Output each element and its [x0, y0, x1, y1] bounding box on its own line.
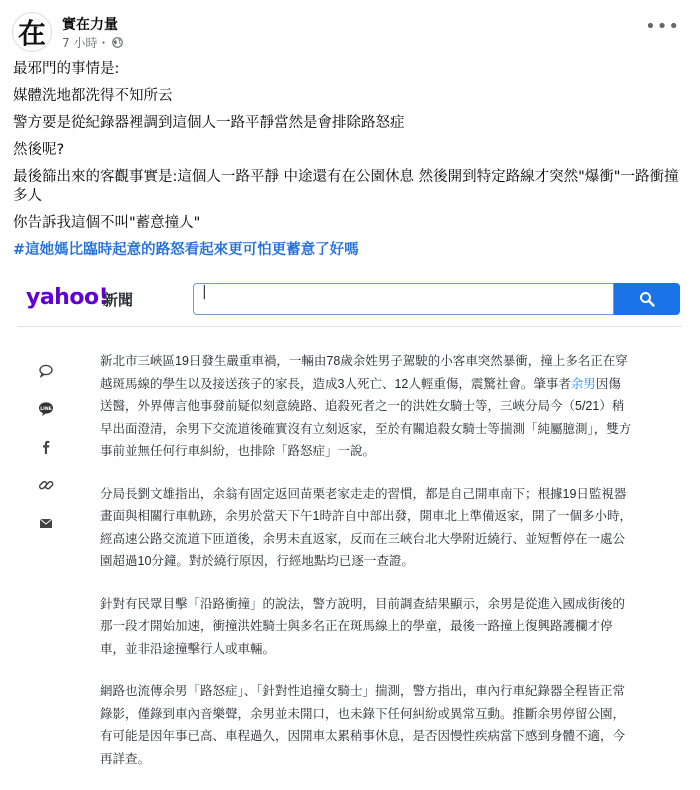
article-link[interactable]: 余男 — [570, 376, 596, 391]
post-line: 最後篩出來的客觀事實是:這個人一路平靜 中途還有在公園休息 然後開到特定路線才突然"爆衝"一路衝撞多人 — [13, 169, 679, 204]
search-icon — [639, 291, 655, 307]
post-image[interactable] — [0, 273, 700, 766]
post-time[interactable]: 7 小時・ — [62, 36, 110, 50]
globe-icon — [112, 37, 123, 48]
article-paragraph: 網路也流傳余男「路怒症」、「針對性追撞女騎士」揣測，警方指出，車內行車紀錄器全程皆正常錄影，僅錄到車內音樂聲，余男並未開口，也未錄下任何糾紛或異常互動。推斷余男停留公園，有可能是因年事已高、車程過久，因開車太累稍事休息，是否因慢性疾病當下感到身體不適，今再詳查。 — [100, 684, 626, 766]
line-icon[interactable] — [36, 399, 56, 419]
share-rail — [36, 361, 58, 551]
yahoo-header — [0, 273, 700, 325]
post-body — [13, 60, 688, 268]
post-line: 警方要是從紀錄器裡調到這個人一路平靜當然是會排除路怒症 — [13, 115, 405, 131]
article-text: 新北市三峽區19日發生嚴重車禍，一輛由78歲余姓男子駕駛的小客車突然暴衝，撞上多名正在穿越斑馬線的學生以及接送孩子的家長，造成3人死亡、12人輕重傷，震驚社會。肇事者 — [100, 354, 628, 391]
svg-text:LINE: LINE — [40, 407, 52, 412]
yahoo-logo: yahoo! — [26, 285, 109, 310]
article-paragraph — [100, 350, 632, 463]
post-line: 你告訴我這個不叫"蓄意撞人" — [13, 215, 201, 231]
article-paragraph: 針對有民眾目擊「沿路衝撞」的說法，警方說明，目前調查結果顯示，余男是從進入國成街後的那一段才開始加速，衝撞洪姓騎士與多名正在斑馬線上的學童，最後一路撞上復興路護欄才停車，並非沿途撞擊行人或車輛。 — [100, 596, 626, 656]
article-body — [100, 350, 632, 790]
post-line: 最邪門的事情是: — [13, 61, 120, 77]
yahoo-section: 新聞 — [103, 291, 134, 309]
post-line: 然後呢? — [13, 142, 65, 158]
avatar[interactable]: 在 — [12, 12, 52, 52]
link-icon[interactable] — [36, 475, 56, 495]
divider — [18, 326, 682, 327]
facebook-icon[interactable] — [36, 437, 56, 457]
post-line: 媒體洗地都洗得不知所云 — [13, 88, 173, 104]
comment-icon[interactable] — [36, 361, 56, 381]
page-name[interactable]: 實在力量 — [62, 17, 118, 33]
hashtag-link[interactable]: #這她媽比臨時起意的路怒看起來更可怕更蓄意了好嗎 — [13, 242, 359, 258]
search-button[interactable] — [614, 283, 680, 315]
more-options-icon[interactable]: ••• — [645, 16, 680, 37]
article-text: 因傷送醫，外界傳言他事發前疑似刻意繞路、追殺死者之一的洪姓女騎士等，三峽分局今（5/21）稍早出面澄清，余男下交流道後確實沒有立刻返家，至於有關追殺女騎士等揣測「純屬臆測」，雙方事前並無任何行車糾紛，也排除「路怒症」一說。 — [100, 376, 632, 458]
post-meta — [62, 34, 123, 51]
article-paragraph: 分局長劉文雄指出，余翁有固定返回苗栗老家走走的習慣，都是自己開車南下；根據19日監視器畫面與相關行車軌跡，余男於當天下午1時許自中部出發，開車北上準備返家，開了一個多小時，經高速公路交流道下匝道後，余男未直返家，反而在三峽台北大學附近繞行、並短暫停在一處公園超過10分鐘。對於繞行原因，行經地點均已逐一查證。 — [100, 486, 632, 568]
email-icon[interactable] — [36, 513, 56, 533]
post-header — [12, 12, 688, 56]
search-input[interactable]: | — [193, 283, 614, 315]
